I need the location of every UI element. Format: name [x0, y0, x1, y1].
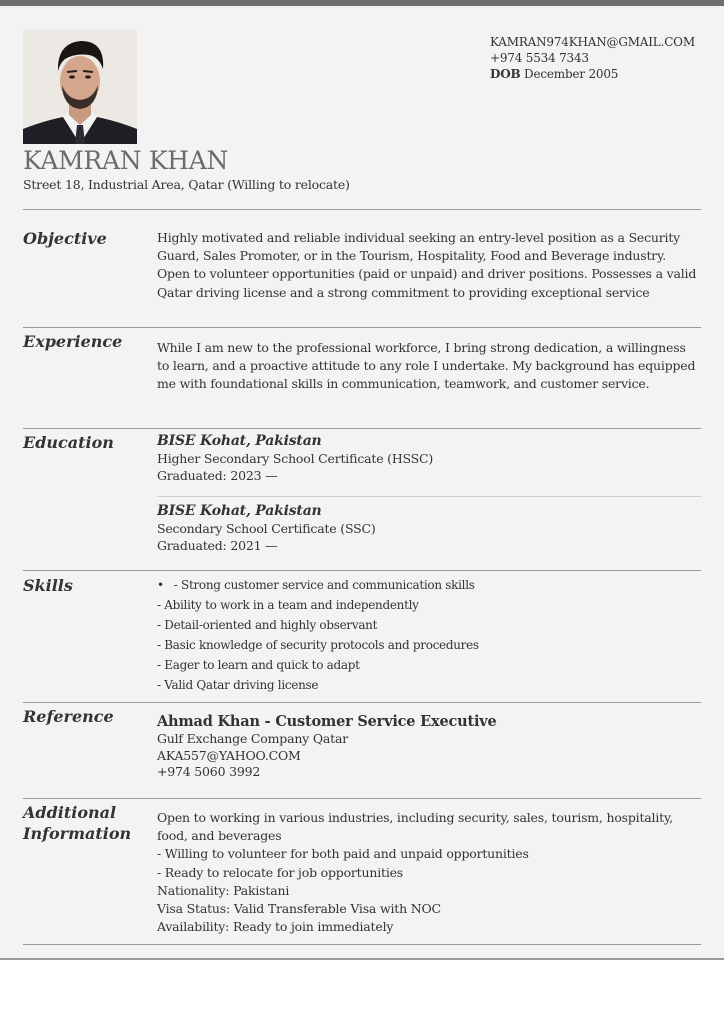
- divider: [23, 327, 701, 328]
- resume-page: [0, 6, 724, 960]
- divider: [23, 570, 701, 571]
- education-graduated: Graduated: 2023 —: [157, 468, 278, 483]
- profile-photo: [23, 29, 137, 144]
- phone-text: +974 5534 7343: [490, 51, 589, 65]
- experience-text: While I am new to the professional workforce, I bring strong dedication, a willingness to learn, and a proactive attitude to any role I undertake. My background has equipped me with foundational skills in communication, teamwork, and customer service.: [157, 340, 696, 392]
- additional-heading: [23, 802, 131, 844]
- education-graduated: Graduated: 2021 —: [157, 538, 278, 553]
- education-institution: BISE Kohat, Pakistan: [157, 433, 322, 449]
- dob-line: [490, 66, 720, 82]
- education-institution: BISE Kohat, Pakistan: [157, 503, 322, 519]
- objective-text: Highly motivated and reliable individual seeking an entry-level position as a Security Guard, Sales Promoter, or in the Tourism, Hospitality, Food and Beverage industry. Open to volunteer opportunities (paid or unpaid) and driver positions. Possesses a valid Qatar driving license and a strong commitment to providing exceptional service: [157, 230, 697, 300]
- additional-line: Availability: Ready to join immediately: [157, 919, 394, 935]
- education-certificate: Higher Secondary School Certificate (HSSC): [157, 451, 434, 466]
- dob-value: December 2005: [524, 67, 619, 81]
- list-item: • - Strong customer service and communication skills: [157, 575, 697, 595]
- divider: [23, 944, 701, 945]
- list-item: - Eager to learn and quick to adapt: [157, 658, 360, 672]
- reference-name: Ahmad Khan - Customer Service Executive: [157, 713, 497, 730]
- list-item: - Detail-oriented and highly observant: [157, 618, 378, 632]
- divider: [23, 209, 701, 210]
- skills-list: [157, 575, 697, 695]
- skills-heading: Skills: [23, 576, 73, 595]
- email-text: KAMRAN974KHAN@GMAIL.COM: [490, 35, 695, 49]
- objective-heading: Objective: [23, 229, 107, 248]
- additional-heading-line2: Information: [23, 824, 132, 843]
- reference-company: Gulf Exchange Company Qatar: [157, 731, 348, 746]
- list-item: - Valid Qatar driving license: [157, 678, 319, 692]
- education-entry: [157, 503, 697, 554]
- address-text: Street 18, Industrial Area, Qatar (Willing to relocate): [23, 177, 350, 192]
- reference-heading: Reference: [23, 707, 114, 726]
- additional-heading-line1: Additional: [23, 803, 117, 822]
- list-item: - Ability to work in a team and independently: [157, 598, 419, 612]
- additional-line: Visa Status: Valid Transferable Visa with NOC: [157, 901, 441, 917]
- additional-text: [157, 809, 697, 936]
- list-item: - Basic knowledge of security protocols and procedures: [157, 638, 479, 652]
- education-certificate: Secondary School Certificate (SSC): [157, 521, 376, 536]
- reference-phone: +974 5060 3992: [157, 764, 261, 779]
- additional-line: - Ready to relocate for job opportunities: [157, 864, 404, 880]
- reference-email: AKA557@YAHOO.COM: [157, 747, 301, 763]
- education-heading: Education: [23, 433, 114, 452]
- dob-label: DOB: [490, 67, 521, 81]
- additional-line: Open to working in various industries, including security, sales, tourism, hospitality, food, and beverages: [157, 810, 673, 844]
- divider: [23, 428, 701, 429]
- divider: [157, 496, 701, 497]
- education-entry: [157, 433, 697, 484]
- additional-line: - Willing to volunteer for both paid and unpaid opportunities: [157, 846, 529, 862]
- divider: [23, 702, 701, 703]
- additional-line: Nationality: Pakistani: [157, 882, 290, 898]
- contact-block: [490, 34, 720, 82]
- experience-heading: Experience: [23, 332, 123, 351]
- candidate-name: KAMRAN KHAN: [23, 146, 229, 175]
- person-portrait-icon: [23, 29, 137, 144]
- divider: [23, 798, 701, 799]
- reference-block: [157, 712, 697, 781]
